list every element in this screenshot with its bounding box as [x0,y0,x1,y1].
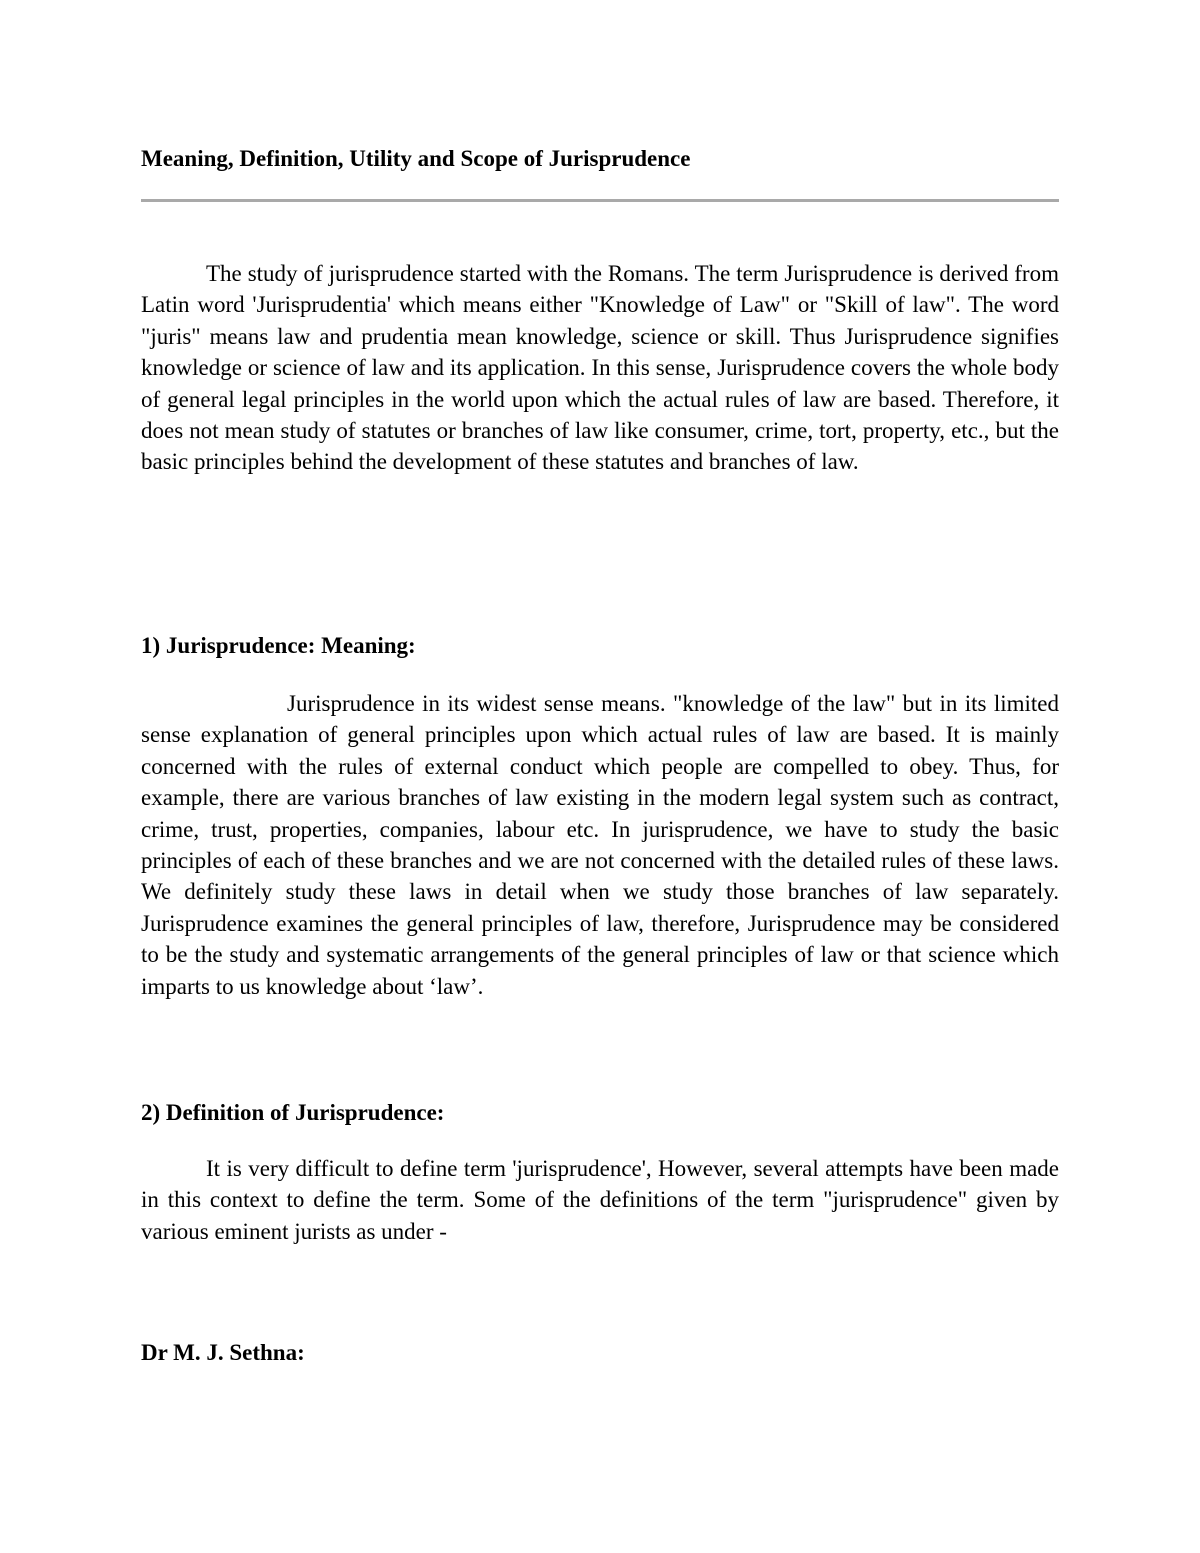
document-title: Meaning, Definition, Utility and Scope of Jurisprudence [141,146,691,171]
intro-paragraph: The study of jurisprudence started with the Romans. The term Jurisprudence is derived from Latin word 'Jurisprudentia' which means either "Knowledge of Law" or "Skill of law". The word "juris" means law and prudentia mean knowledge, science or skill. Thus Jurisprudence signifies knowledge or science of law and its application. In this sense, Jurisprudence covers the whole body of general legal principles in the world upon which the actual rules of law are based. Therefore, it does not mean study of statutes or branches of law like consumer, crime, tort, property, etc., but the basic principles behind the development of these statutes and branches of law. [141,261,1059,475]
section-heading-sethna: Dr M. J. Sethna: [141,1340,305,1365]
section-paragraph-meaning: Jurisprudence in its widest sense means. "knowledge of the law" but in its limited sense explanation of general principles upon which actual rules of law are based. It is mainly concerned with the rules of external conduct which people are compelled to obey. Thus, for example, there are various branches of law existing in the modern legal system such as contract, crime, trust, properties, companies, labour etc. In jurisprudence, we have to study the basic principles of each of these branches and we are not concerned with the detailed rules of these laws. We definitely study these laws in detail when we study those branches of law separately. Jurisprudence examines the general principles of law, therefore, Jurisprudence may be considered to be the study and systematic arrangements of the general principles of law or that science which imparts to us knowledge about ‘law’. [141,691,1059,999]
section-heading-meaning: 1) Jurisprudence: Meaning: [141,633,416,658]
section-heading-definition: 2) Definition of Jurisprudence: [141,1100,445,1125]
title-divider [141,199,1059,202]
section-paragraph-definition: It is very difficult to define term 'jurisprudence', However, several attempts have been made in this context to define the term. Some of the definitions of the term "jurisprudence" given by various eminent jurists as under - [141,1156,1059,1244]
